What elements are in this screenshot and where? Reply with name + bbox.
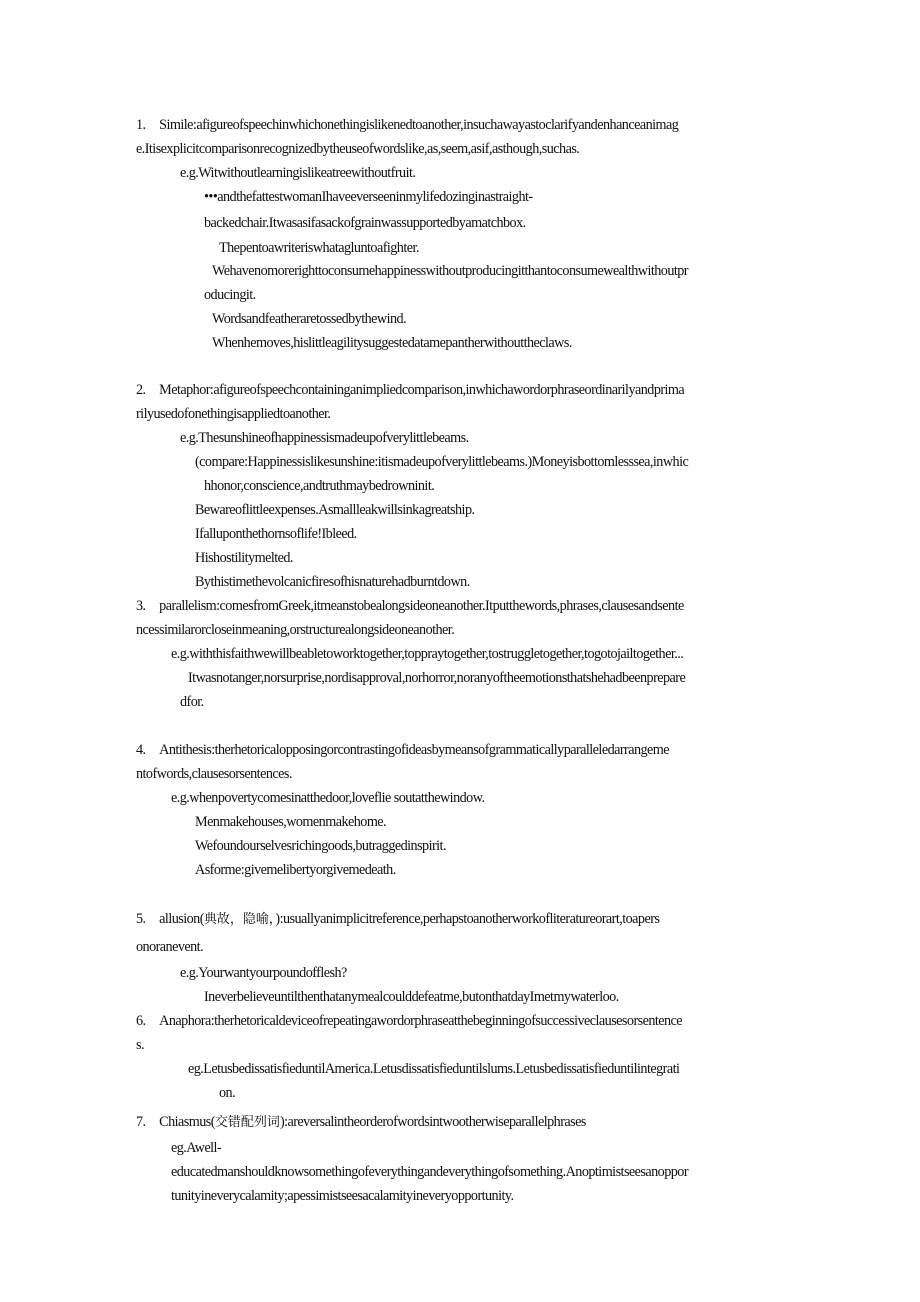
- metaphor-example-line: e.g.Thesunshineofhappinessismadeupofverylittlebeams.: [180, 430, 469, 446]
- allusion-example-line: Ineverbelieveuntilthenthatanymealcoulddefeatme,butonthatdayImetmywaterloo.: [204, 989, 619, 1005]
- antithesis-heading-line-2: ntofwords,clausesorsentences.: [136, 766, 292, 782]
- metaphor-example-line: Bewareoflittleexpenses.Asmallleakwillsinkagreatship.: [195, 502, 475, 518]
- allusion-heading-line-1: [136, 909, 659, 930]
- simile-example-line: •••andthefattestwomanIhaveeverseeninmylifedozinginastraight-: [204, 189, 533, 205]
- metaphor-example-line: Ifalluponthethornsoflife!Ibleed.: [195, 526, 357, 542]
- simile-example-line: Thepentoawriteriswhatagluntoafighter.: [219, 240, 419, 256]
- antithesis-example-line: Asforme:givemelibertyorgivemedeath.: [195, 862, 396, 878]
- allusion-definition: ):usuallyanimplicitreference,perhapstoanotherworkofliteratureorart,toapers: [275, 911, 660, 927]
- parallelism-example-line: e.g.withthisfaithwewillbeabletoworktogether,toppraytogether,tostruggletogether,togotojailtogether...: [171, 646, 684, 662]
- antithesis-heading-line-1: 4. Antithesis:therhetoricalopposingorcontrastingofideasbymeansofgrammaticallyparalleledarrangeme: [136, 742, 670, 758]
- metaphor-example-line: Hishostilitymelted.: [195, 550, 293, 566]
- parallelism-example-line: Itwasnotanger,norsurprise,nordisapproval,norhorror,noranyoftheemotionsthatshehadbeenprepare: [188, 670, 686, 686]
- metaphor-example-line: hhonor,conscience,andtruthmaybedrowninit.: [204, 478, 435, 494]
- simile-example-line: oducingit.: [204, 287, 256, 303]
- chiasmus-example-line: eg.Awell-: [171, 1140, 222, 1156]
- parallelism-example-line: dfor.: [180, 694, 204, 710]
- simile-example-line: Wordsandfeatheraretossedbythewind.: [212, 311, 407, 327]
- simile-example-line: Wehavenomorerighttoconsumehappinesswithoutproducingitthantoconsumewealthwithoutpr: [212, 263, 688, 279]
- simile-heading-line-1: 1. Simile:afigureofspeechinwhichonethingislikenedtoanother,insuchawayastoclarifyandenhanceanimag: [136, 117, 679, 133]
- metaphor-heading-line-2: rilyusedofonethingisappliedtoanother.: [136, 406, 331, 422]
- anaphora-example-line: on.: [219, 1085, 236, 1101]
- parallelism-heading-line-2: ncessimilarorcloseinmeaning,orstructurealongsideoneanother.: [136, 622, 455, 638]
- chiasmus-term: 7. Chiasmus(: [136, 1114, 215, 1130]
- allusion-term: 5. allusion(: [136, 911, 204, 927]
- metaphor-example-line: Bythistimethevolcanicfiresofhisnaturehadburntdown.: [195, 574, 470, 590]
- chiasmus-example-line: educatedmanshouldknowsomethingofeverythingandeverythingofsomething.Anoptimistseesanoppor: [171, 1164, 689, 1180]
- allusion-example-line: e.g.Yourwantyourpoundofflesh?: [180, 965, 347, 981]
- metaphor-example-line: (compare:Happinessislikesunshine:itismadeupofverylittlebeams.)Moneyisbottomlesssea,inwhic: [195, 454, 689, 470]
- chiasmus-definition: ):areversalintheorderofwordsintwootherwiseparallelphrases: [279, 1114, 586, 1130]
- metaphor-heading-line-1: 2. Metaphor:afigureofspeechcontaininganimpliedcomparison,inwhichawordorphraseordinarilyandprima: [136, 382, 685, 398]
- antithesis-example-line: Menmakehouses,womenmakehome.: [195, 814, 387, 830]
- chiasmus-chinese-gloss: 交错配列词: [214, 1115, 280, 1130]
- simile-heading-line-2: e.Itisexplicitcomparisonrecognizedbytheuseofwordslike,as,seem,asif,asthough,suchas.: [136, 141, 580, 157]
- antithesis-example-line: e.g.whenpovertycomesinatthedoor,loveflie soutatthewindow.: [171, 790, 485, 806]
- allusion-heading-line-2: onoranevent.: [136, 939, 204, 955]
- simile-example-line: e.g.Witwithoutlearningislikeatreewithoutfruit.: [180, 165, 416, 181]
- chiasmus-example-line: tunityineverycalamity;apessimistseesacalamityineveryopportunity.: [171, 1188, 514, 1204]
- anaphora-heading-line-1: 6. Anaphora:therhetoricaldeviceofrepeatingawordorphraseatthebeginningofsuccessiveclausesorsentence: [136, 1013, 683, 1029]
- anaphora-example-line: eg.LetusbedissatisfieduntilAmerica.Letusdissatisfieduntilslums.Letusbedissatisfieduntilintegrati: [188, 1061, 680, 1077]
- parallelism-heading-line-1: 3. parallelism:comesfromGreek,itmeanstobealongsideoneanother.Itputthewords,phrases,clausesandsente: [136, 598, 684, 614]
- simile-example-line: backedchair.Itwasasifasackofgrainwassupportedbyamatchbox.: [204, 215, 526, 231]
- simile-example-line: Whenhemoves,hislittleagilitysuggestedatamepantherwithouttheclaws.: [212, 335, 572, 351]
- anaphora-heading-line-2: s.: [136, 1037, 144, 1053]
- allusion-chinese-gloss: 典故，隐喻，: [203, 912, 276, 927]
- chiasmus-heading-line-1: [136, 1112, 586, 1133]
- antithesis-example-line: Wefoundourselvesrichingoods,butraggedinspirit.: [195, 838, 446, 854]
